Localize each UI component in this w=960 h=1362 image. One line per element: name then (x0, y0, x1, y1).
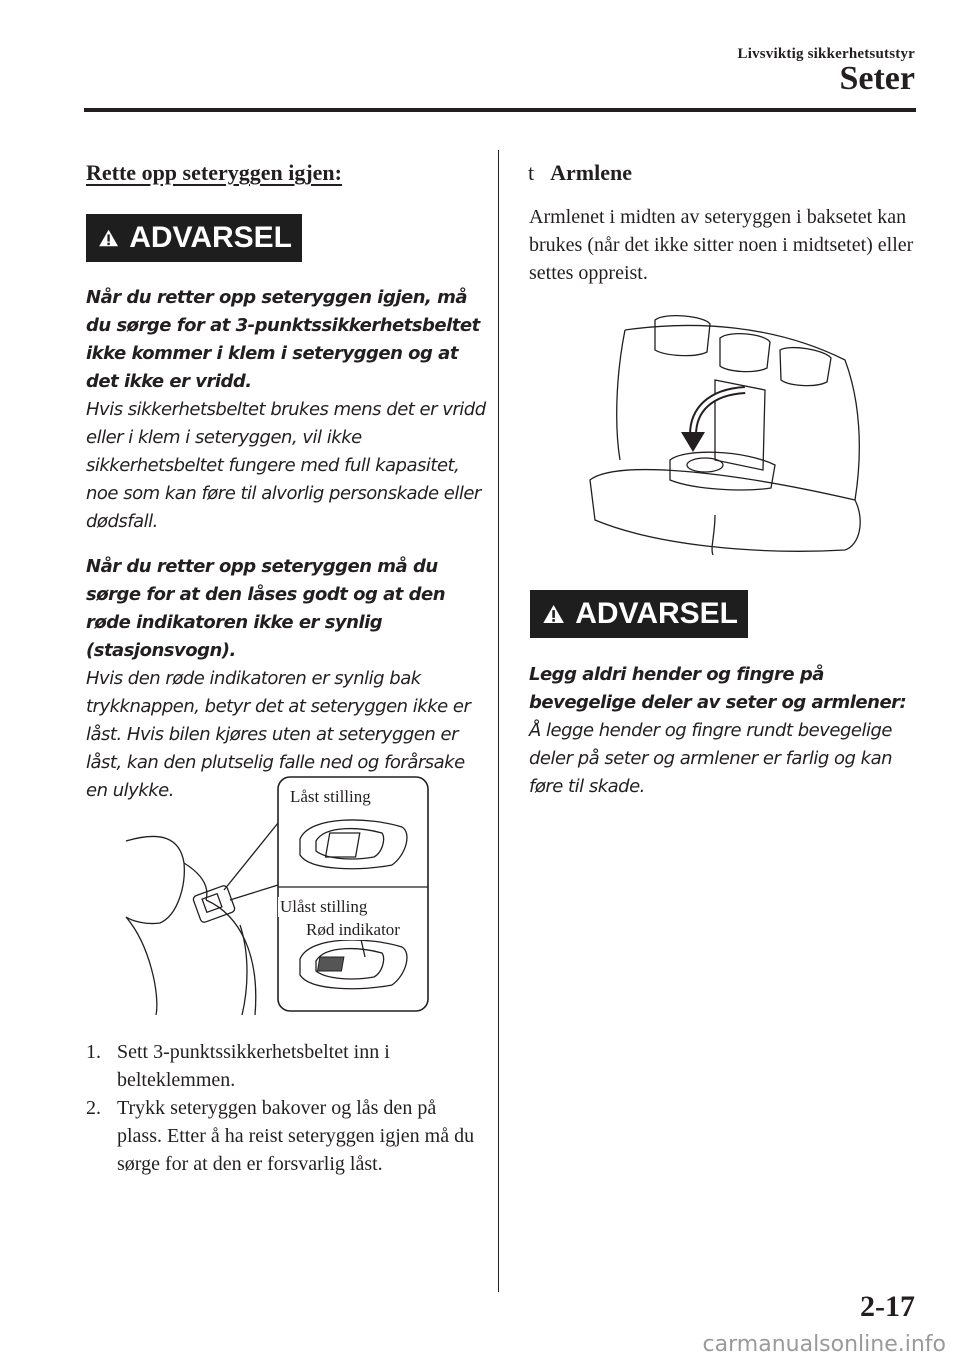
section-title: Seter (839, 60, 915, 97)
warning-1-bold: Når du retter opp seteryggen igjen, må du sørge for at 3-punktssikkerhetsbeltet ikke kommer i klem i seteryggen og at det ikke er vridd. (86, 287, 480, 392)
step-text: Trykk seteryggen bakover og lås den på plass. Etter å ha reist seteryggen igjen må du sørge for at den er forsvarlig låst. (117, 1097, 475, 1175)
warning-text-2 (86, 553, 486, 805)
warning-3-body: Å legge hender og fingre rundt bevegelige deler på seter og armlener er farlig og kan føre til skade. (529, 720, 893, 797)
page-number: 2-17 (860, 1290, 915, 1323)
step-number: 1. (86, 1041, 101, 1063)
armrest-heading (528, 160, 632, 186)
list-item (86, 1094, 486, 1178)
list-item (86, 1038, 486, 1094)
steps-list (86, 1038, 486, 1178)
subheading: Rette opp seteryggen igjen: (86, 160, 342, 185)
armrest-body: Armlenet i midten av seteryggen i baksetet kan brukes (når det ikke sitter noen i midtsetet) eller settes oppreist. (529, 206, 914, 284)
warning-text-1 (86, 284, 486, 536)
warning-triangle-icon (542, 598, 565, 630)
locked-position-label: Låst stilling (290, 787, 371, 806)
warning-2-body: Hvis den røde indikatoren er synlig bak trykknappen, betyr det at seteryggen ikke er låst. Hvis bilen kjøres uten at seteryggen er låst, kan den plutselig falle ned og forårsake en ulykke. (86, 668, 471, 801)
seat-lock-illustration (120, 775, 432, 1015)
seat-lock-figure (120, 775, 432, 1015)
warning-banner (86, 214, 302, 262)
section-bullet: t (528, 160, 535, 185)
warning-1-body: Hvis sikkerhetsbeltet brukes mens det er vridd eller i klem i seteryggen, vil ikke sikkerhetsbeltet fungere med full kapasitet, noe som kan føre til alvorlig personskade eller dødsfall. (86, 399, 486, 532)
step-number: 2. (86, 1097, 101, 1119)
warning-banner-2 (530, 590, 748, 638)
chapter-title: Livsviktig sikkerhetsutstyr (737, 46, 915, 62)
column-divider (498, 150, 499, 1292)
step-text: Sett 3-punktssikkerhetsbeltet inn i belteklemmen. (117, 1041, 390, 1091)
unlocked-position-label: Ulåst stilling (280, 897, 368, 916)
warning-2-bold: Når du retter opp seteryggen må du sørge for at den låses godt og at den røde indikatoren ikke er synlig (stasjonsvogn). (86, 556, 446, 661)
armrest-figure (575, 310, 875, 560)
warning-text-3 (529, 661, 919, 801)
header-rule (84, 108, 916, 112)
red-indicator-label: Rød indikator (306, 920, 400, 939)
watermark: carmanualsonline.info (702, 1332, 946, 1357)
rear-seat-armrest-illustration (575, 310, 875, 560)
warning-label: ADVARSEL (129, 221, 292, 254)
warning-triangle-icon (98, 222, 119, 254)
warning-3-bold: Legg aldri hender og fingre på bevegelige deler av seter og armlener: (529, 664, 907, 713)
armrest-title: Armlene (550, 160, 632, 185)
warning-label-2: ADVARSEL (575, 597, 738, 630)
